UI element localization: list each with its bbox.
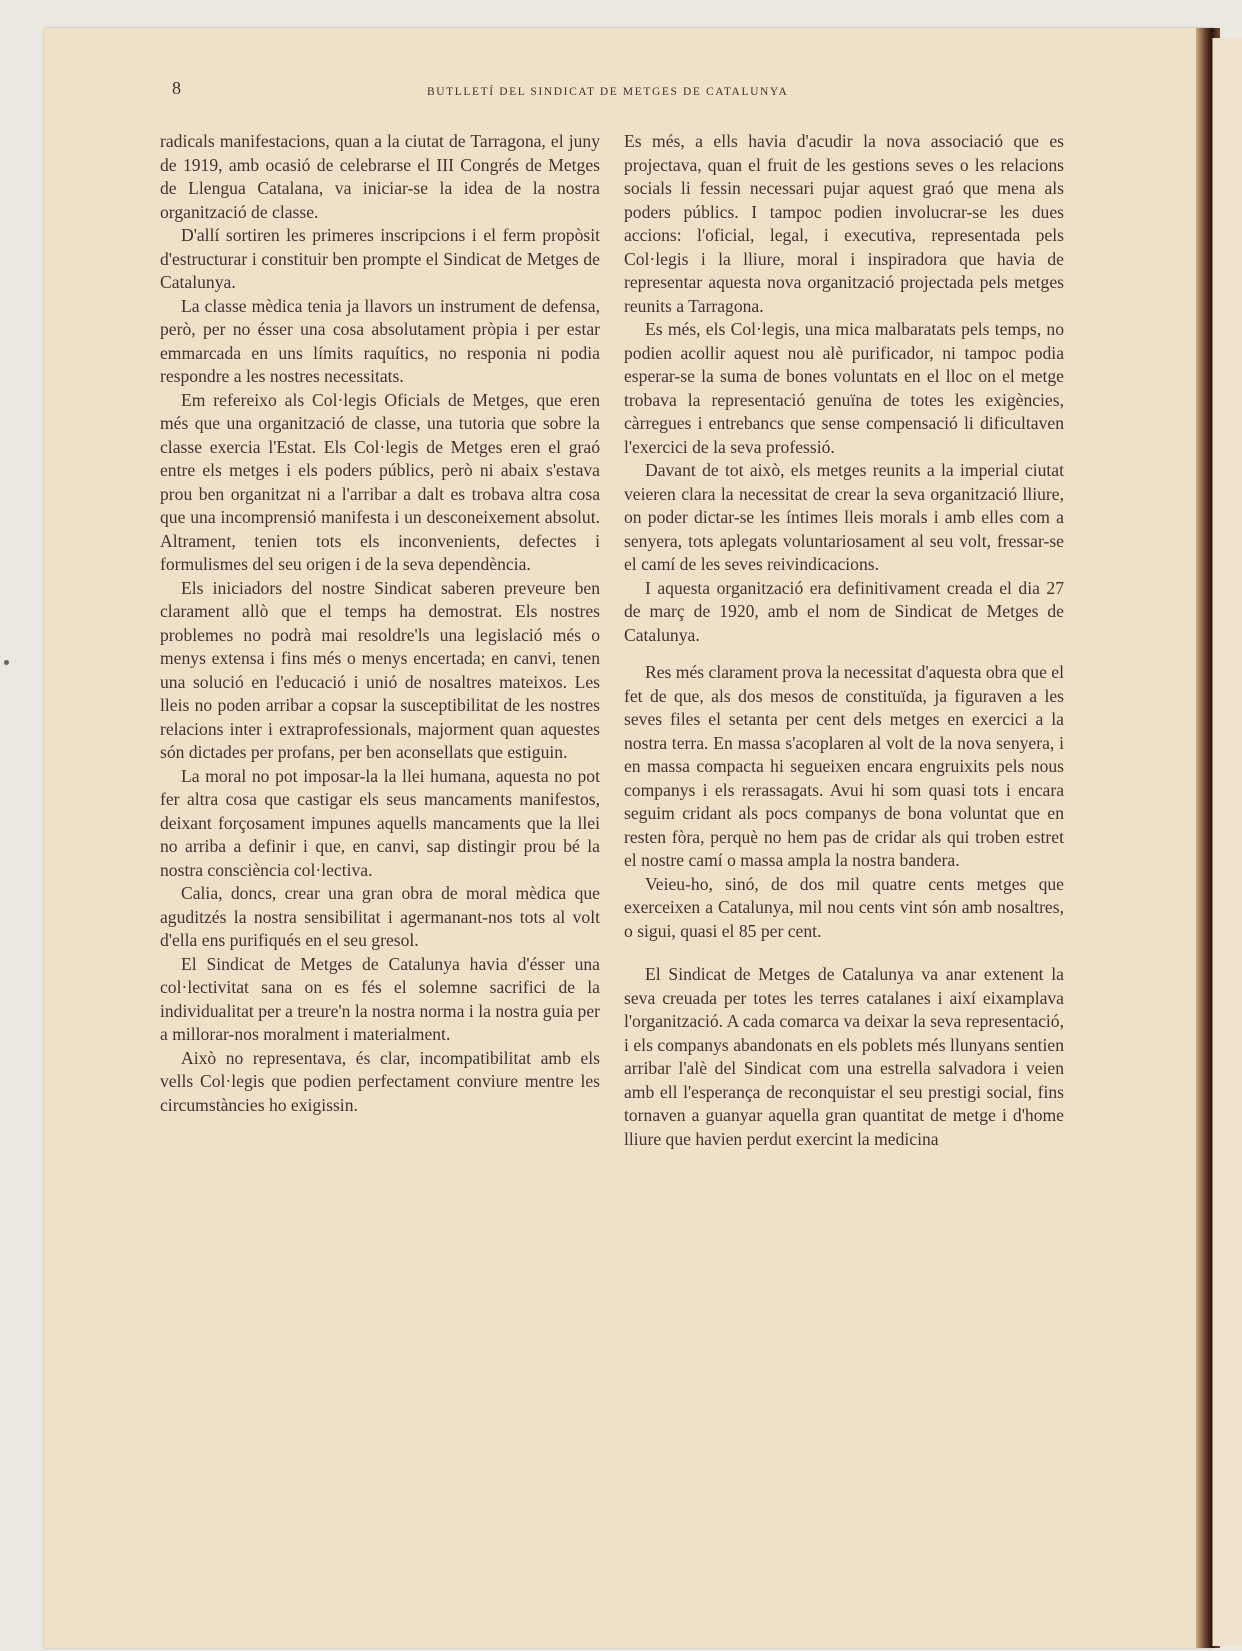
paragraph: La moral no pot imposar-la la llei humana, aquesta no pot fer altra cosa que castigar els seus mancaments manifestos, deixant forçosament impunes aquells mancaments que la llei no arriba a definir i que, en canvi, sap distingir prou bé la nostra consciència col·lectiva. [160,765,600,880]
paragraph: Em refereixo als Col·legis Oficials de Metges, que eren més que una organització de classe, una tutoria que sobre la classe exercia l'Estat. Els Col·legis de Metges eren el graó entre els metges i els poders públics, però ni abaix s'estava prou ben organitzat ni a l'arribar a dalt es trobava altra cosa que una incomprensió manifesta i un desconeixement absolut. Altrament, tenien tots els inconvenients, defectes i formulismes del seu origen i de la seva dependència. [160,389,600,574]
left-column [160,130,600,1117]
paragraph: D'allí sortiren les primeres inscripcions i el ferm propòsit d'estructurar i constituir ben prompte el Sindicat de Metges de Catalunya. [160,225,600,292]
paragraph: Es més, a ells havia d'acudir la nova associació que es projectava, quan el fruit de les gestions seves o les relacions socials li fessin necessari pujar aquest graó que mena als poders públics. I tampoc podien involucrar-se les dues accions: l'oficial, legal, i executiva, representada pels Col·legis i la lliure, moral i inspiradora que havia de representar aquesta nova organització projectada pels metges reunits a Tarragona. [624,131,1064,316]
paragraph: Es més, els Col·legis, una mica malbaratats pels temps, no podien acollir aquest nou alè purificador, ni tampoc podia esperar-se la suma de bones voluntats en el lloc on el metge trobava la representació genuïna de totes les exigències, càrregues i entrebancs que sense compensació li dificultaven l'exercici de la seva professió. [624,319,1064,457]
margin-mark [4,660,9,665]
page-number: 8 [172,78,181,98]
paragraph: Això no representava, és clar, incompatibilitat amb els vells Col·legis que podien perfectament conviure mentre les circumstàncies ho exigissin. [160,1047,600,1115]
facing-page-edge [1212,38,1242,1646]
paragraph: Davant de tot això, els metges reunits a la imperial ciutat veieren clara la necessitat de crear la seva organització lliure, on poder dictar-se les íntimes lleis morals i amb elles com a senyera, tots aplegats voluntariosament al seu volt, fressar-se el camí de les seves reivindicacions. [624,460,1064,574]
paragraph: Els iniciadors del nostre Sindicat saberen preveure ben clarament allò que el temps ha demostrat. Els nostres problemes no podrà mai resoldre'ls una legislació més o menys extensa i fins més o menys encertada; en canvi, tenen una solució en l'educació i unió de nosaltres mateixos. Les lleis no poden arribar a copsar la susceptibilitat de les nostres relacions inter i extraprofessionals, majorment quan aquestes són dictades per profans, per ben aconsellats que estiguin. [160,577,600,762]
right-column [624,130,1064,1151]
paragraph: Calia, doncs, crear una gran obra de moral mèdica que aguditzés la nostra sensibilitat i agermanant-nos tots al volt d'ella ens purifiqués en el seu gresol. [160,883,600,950]
journal-title: BUTLLETÍ DEL SINDICAT DE METGES DE CATALUNYA [427,86,789,98]
paragraph: radicals manifestacions, quan a la ciutat de Tarragona, el juny de 1919, amb ocasió de celebrarse el III Congrés de Metges de Llengua Catalana, va iniciar-se la idea de la nostra organització de classe. [160,131,600,222]
paragraph: Res més clarament prova la necessitat d'aquesta obra que el fet de que, als dos mesos de constituïda, ja figuraven a les seves files el setanta per cent dels metges en exercici a la nostra terra. En massa s'acoplaren al volt de la nova senyera, i en massa compacta hi segueixen encara engruixits pels nous companys i els rerassagats. Avui hi som quasi tots i encara seguim cridant als pocs companys de bona voluntat que en resten fòra, perquè no hem pas de cridar als qui troben estret el nostre camí o massa ampla la nostra bandera. [624,662,1064,870]
paragraph: La classe mèdica tenia ja llavors un instrument de defensa, però, per no ésser una cosa absolutament pròpia i per estar emmarcada en uns límits raquítics, no responia ni podia respondre a les nostres necessitats. [160,295,600,386]
running-header [164,76,1064,106]
paragraph: Veieu-ho, sinó, de dos mil quatre cents metges que exerceixen a Catalunya, mil nou cents vint són amb nosaltres, o sigui, quasi el 85 per cent. [624,873,1064,941]
paragraph: El Sindicat de Metges de Catalunya va anar extenent la seva creuada per totes les terres catalanes i així eixamplava l'organització. A cada comarca va deixar la seva representació, i els companys abandonats en els poblets més llunyans sentien arribar l'alè del Sindicat com una estrella salvadora i veien amb ell l'esperança de reconquistar el seu prestigi social, fins tornaven a guanyar aquella gran quantitat de metge i d'home lliure que havien perdut exercint la medicina [624,964,1064,1149]
paragraph: El Sindicat de Metges de Catalunya havia d'ésser una col·lectivitat sana on es fés el solemne sacrifici de la individualitat per a treure'n la nostra norma i la nostra guia per a millorar-nos moralment i materialment. [160,953,600,1044]
paragraph: I aquesta organització era definitivament creada el dia 27 de març de 1920, amb el nom de Sindicat de Metges de Catalunya. [624,577,1064,645]
